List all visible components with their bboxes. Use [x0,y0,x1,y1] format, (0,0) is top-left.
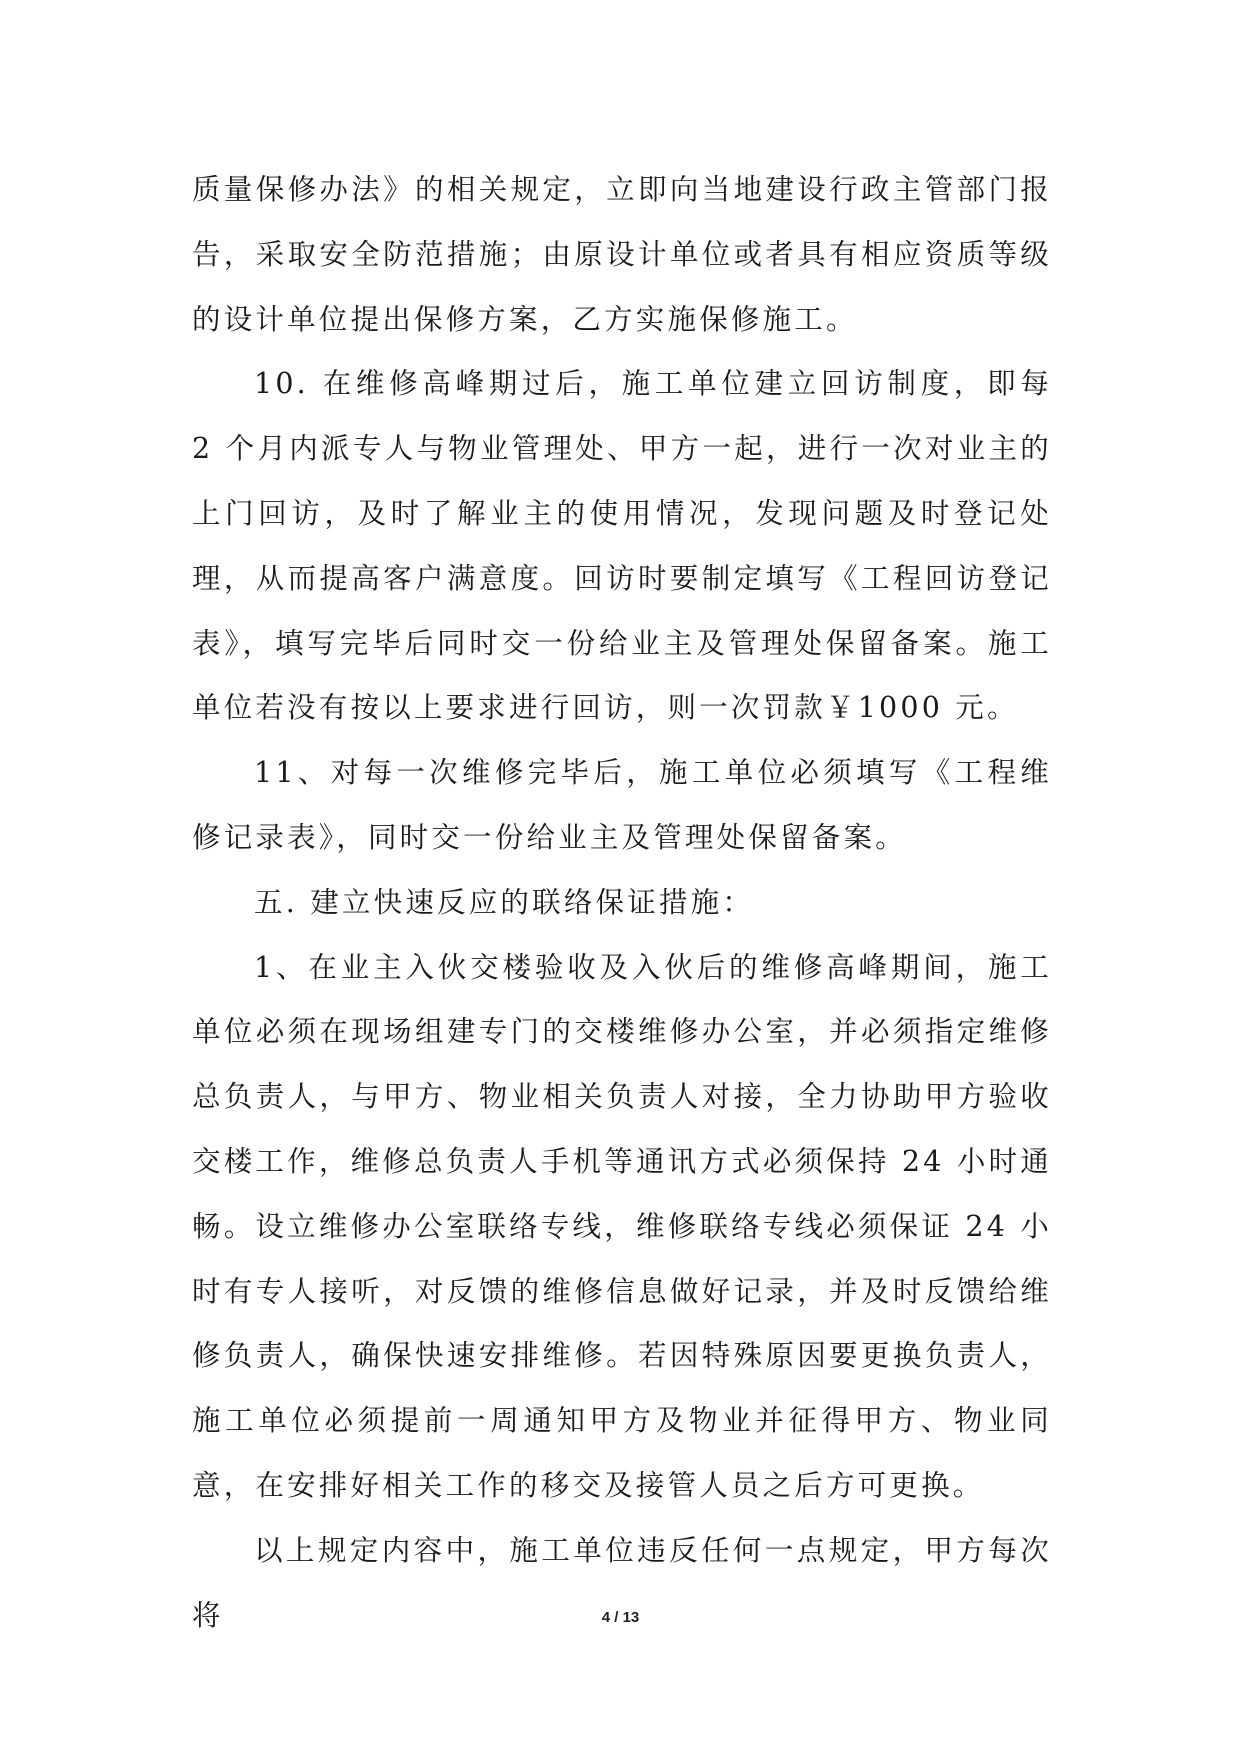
paragraph-item-10-return-visit: 10. 在维修高峰期过后，施工单位建立回访制度，即每 2 个月内派专人与物业管理处、甲方一起，进行一次对业主的上门回访，及时了解业主的使用情况，发现问题及时登记处理，从而提高客户满意度。回访时要制定填写《工程回访登记表》，填写完毕后同时交一份给业主及管理处保留备案。施工单位若没有按以上要求进行回访，则一次罚款￥1000 元。 [192,367,1052,725]
document-body [192,158,1052,1648]
paragraph-item-1-repair-office: 1、在业主入伙交楼验收及入伙后的维修高峰期间，施工单位必须在现场组建专门的交楼维修办公室，并必须指定维修总负责人，与甲方、物业相关负责人对接，全力协助甲方验收交楼工作，维修总负责人手机等通讯方式必须保持 24 小时通畅。设立维修办公室联络专线，维修联络专线必须保证 24 小时有专人接听，对反馈的维修信息做好记录，并及时反馈给维修负责人，确保快速安排维修。若因特殊原因要更换负责人，施工单位必须提前一周通知甲方及物业并征得甲方、物业同意，在安排好相关工作的移交及接管人员之后方可更换。 [192,950,1052,1502]
section-heading-five: 五. 建立快速反应的联络保证措施： [254,885,755,919]
paragraph-warranty-continuation: 质量保修办法》的相关规定，立即向当地建设行政主管部门报告，采取安全防范措施；由原设计单位或者具有相应资质等级的设计单位提出保修方案，乙方实施保修施工。 [192,173,1052,336]
paragraph-item-11-repair-record: 11、对每一次维修完毕后，施工单位必须填写《工程维修记录表》，同时交一份给业主及管理处保留备案。 [192,756,1052,854]
page-number: 4 / 13 [601,1609,640,1626]
paragraph-penalty-clause: 以上规定内容中，施工单位违反任何一点规定，甲方每次将 [192,1533,1052,1632]
